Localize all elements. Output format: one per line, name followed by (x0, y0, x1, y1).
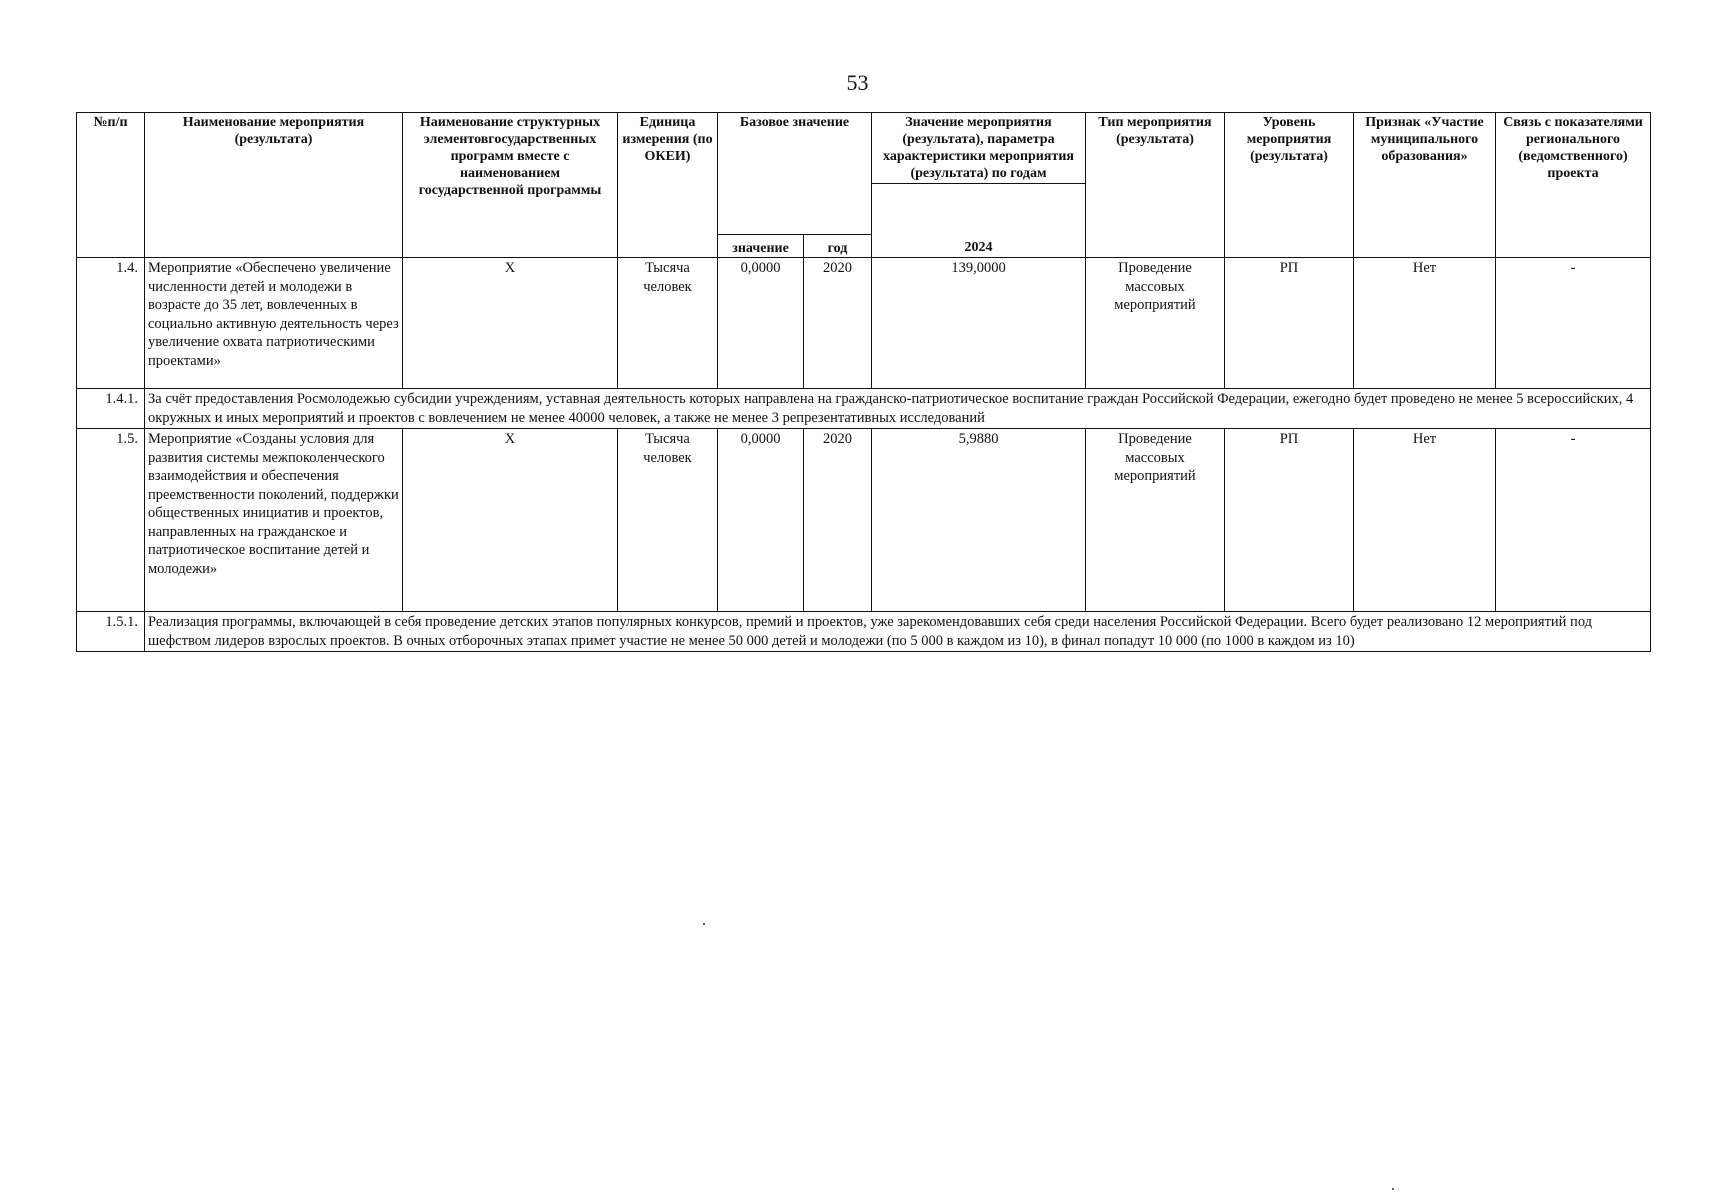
event-level: РП (1225, 429, 1354, 612)
row-description: За счёт предоставления Росмолодежью субсидии учреждениям, уставная деятельность которых направлена на гражданско-патриотическое воспитание граждан Российской Федерации, ежегодно будет проведено не менее 5 всероссийских, 4 окружных и иных мероприятий и проектов с вовлечением не менее 40000 человек, а также не менее 3 репрезентативных исследований (145, 389, 1651, 429)
scan-dot (703, 923, 705, 925)
base-value: 0,0000 (718, 429, 804, 612)
unit: Тысяча человек (618, 429, 718, 612)
header-base: Базовое значение (718, 113, 872, 235)
unit: Тысяча человек (618, 258, 718, 389)
project-link: - (1496, 429, 1651, 612)
table-row (77, 429, 1651, 612)
table-row (77, 258, 1651, 389)
header-name: Наименование мероприятия (результата) (145, 113, 403, 258)
row-number: 1.4. (77, 258, 145, 389)
header-link: Связь с показателями регионального (ведомственного) проекта (1496, 113, 1651, 258)
header-num: №п/п (77, 113, 145, 258)
base-year: 2020 (804, 258, 872, 389)
municipal-flag: Нет (1354, 429, 1496, 612)
structural-element: X (403, 258, 618, 389)
header-municipal: Признак «Участие муниципального образования» (1354, 113, 1496, 258)
project-link: - (1496, 258, 1651, 389)
row-description: Реализация программы, включающей в себя проведение детских этапов популярных конкурсов, премий и проектов, уже зарекомендовавших себя среди населения Российской Федерации. Всего будет реализовано 12 мероприятий под шефством лидеров взрослых проектов. В очных отборочных этапах примет участие не менее 50 000 детей и молодежи (по 5 000 в каждом из 10), в финал попадут 10 000 (по 1000 в каждом из 10) (145, 612, 1651, 652)
header-type: Тип мероприятия (результата) (1086, 113, 1225, 258)
target-2024: 139,0000 (872, 258, 1086, 389)
event-type: Проведение массовых мероприятий (1086, 429, 1225, 612)
header-base-value: значение (718, 235, 804, 258)
event-level: РП (1225, 258, 1354, 389)
row-number: 1.5. (77, 429, 145, 612)
scan-dot (1392, 1188, 1394, 1190)
structural-element: X (403, 429, 618, 612)
events-table (76, 112, 1651, 652)
table-row-description (77, 612, 1651, 652)
row-number: 1.5.1. (77, 612, 145, 652)
header-level: Уровень мероприятия (результата) (1225, 113, 1354, 258)
municipal-flag: Нет (1354, 258, 1496, 389)
base-value: 0,0000 (718, 258, 804, 389)
row-number: 1.4.1. (77, 389, 145, 429)
table-row-description (77, 389, 1651, 429)
event-name: Мероприятие «Обеспечено увеличение численности детей и молодежи в возрасте до 35 лет, вовлеченных в социально активную деятельность через увеличение охвата патриотическими проектами» (145, 258, 403, 389)
header-base-year: год (804, 235, 872, 258)
header-target-year: 2024 (872, 184, 1086, 258)
header-target: Значение мероприятия (результата), параметра характеристики мероприятия (результата) по годам (872, 113, 1086, 184)
event-type: Проведение массовых мероприятий (1086, 258, 1225, 389)
event-name: Мероприятие «Созданы условия для развития системы межпоколенческого взаимодействия и обеспечения преемственности поколений, поддержки общественных инициатив и проектов, направленных на гражданское и патриотическое воспитание детей и молодежи» (145, 429, 403, 612)
page-number: 53 (846, 70, 869, 95)
base-year: 2020 (804, 429, 872, 612)
header-structural: Наименование структурных элементовгосударственных программ вместе с наименованием государственной программы (403, 113, 618, 258)
target-2024: 5,9880 (872, 429, 1086, 612)
header-unit: Единица измерения (по ОКЕИ) (618, 113, 718, 258)
